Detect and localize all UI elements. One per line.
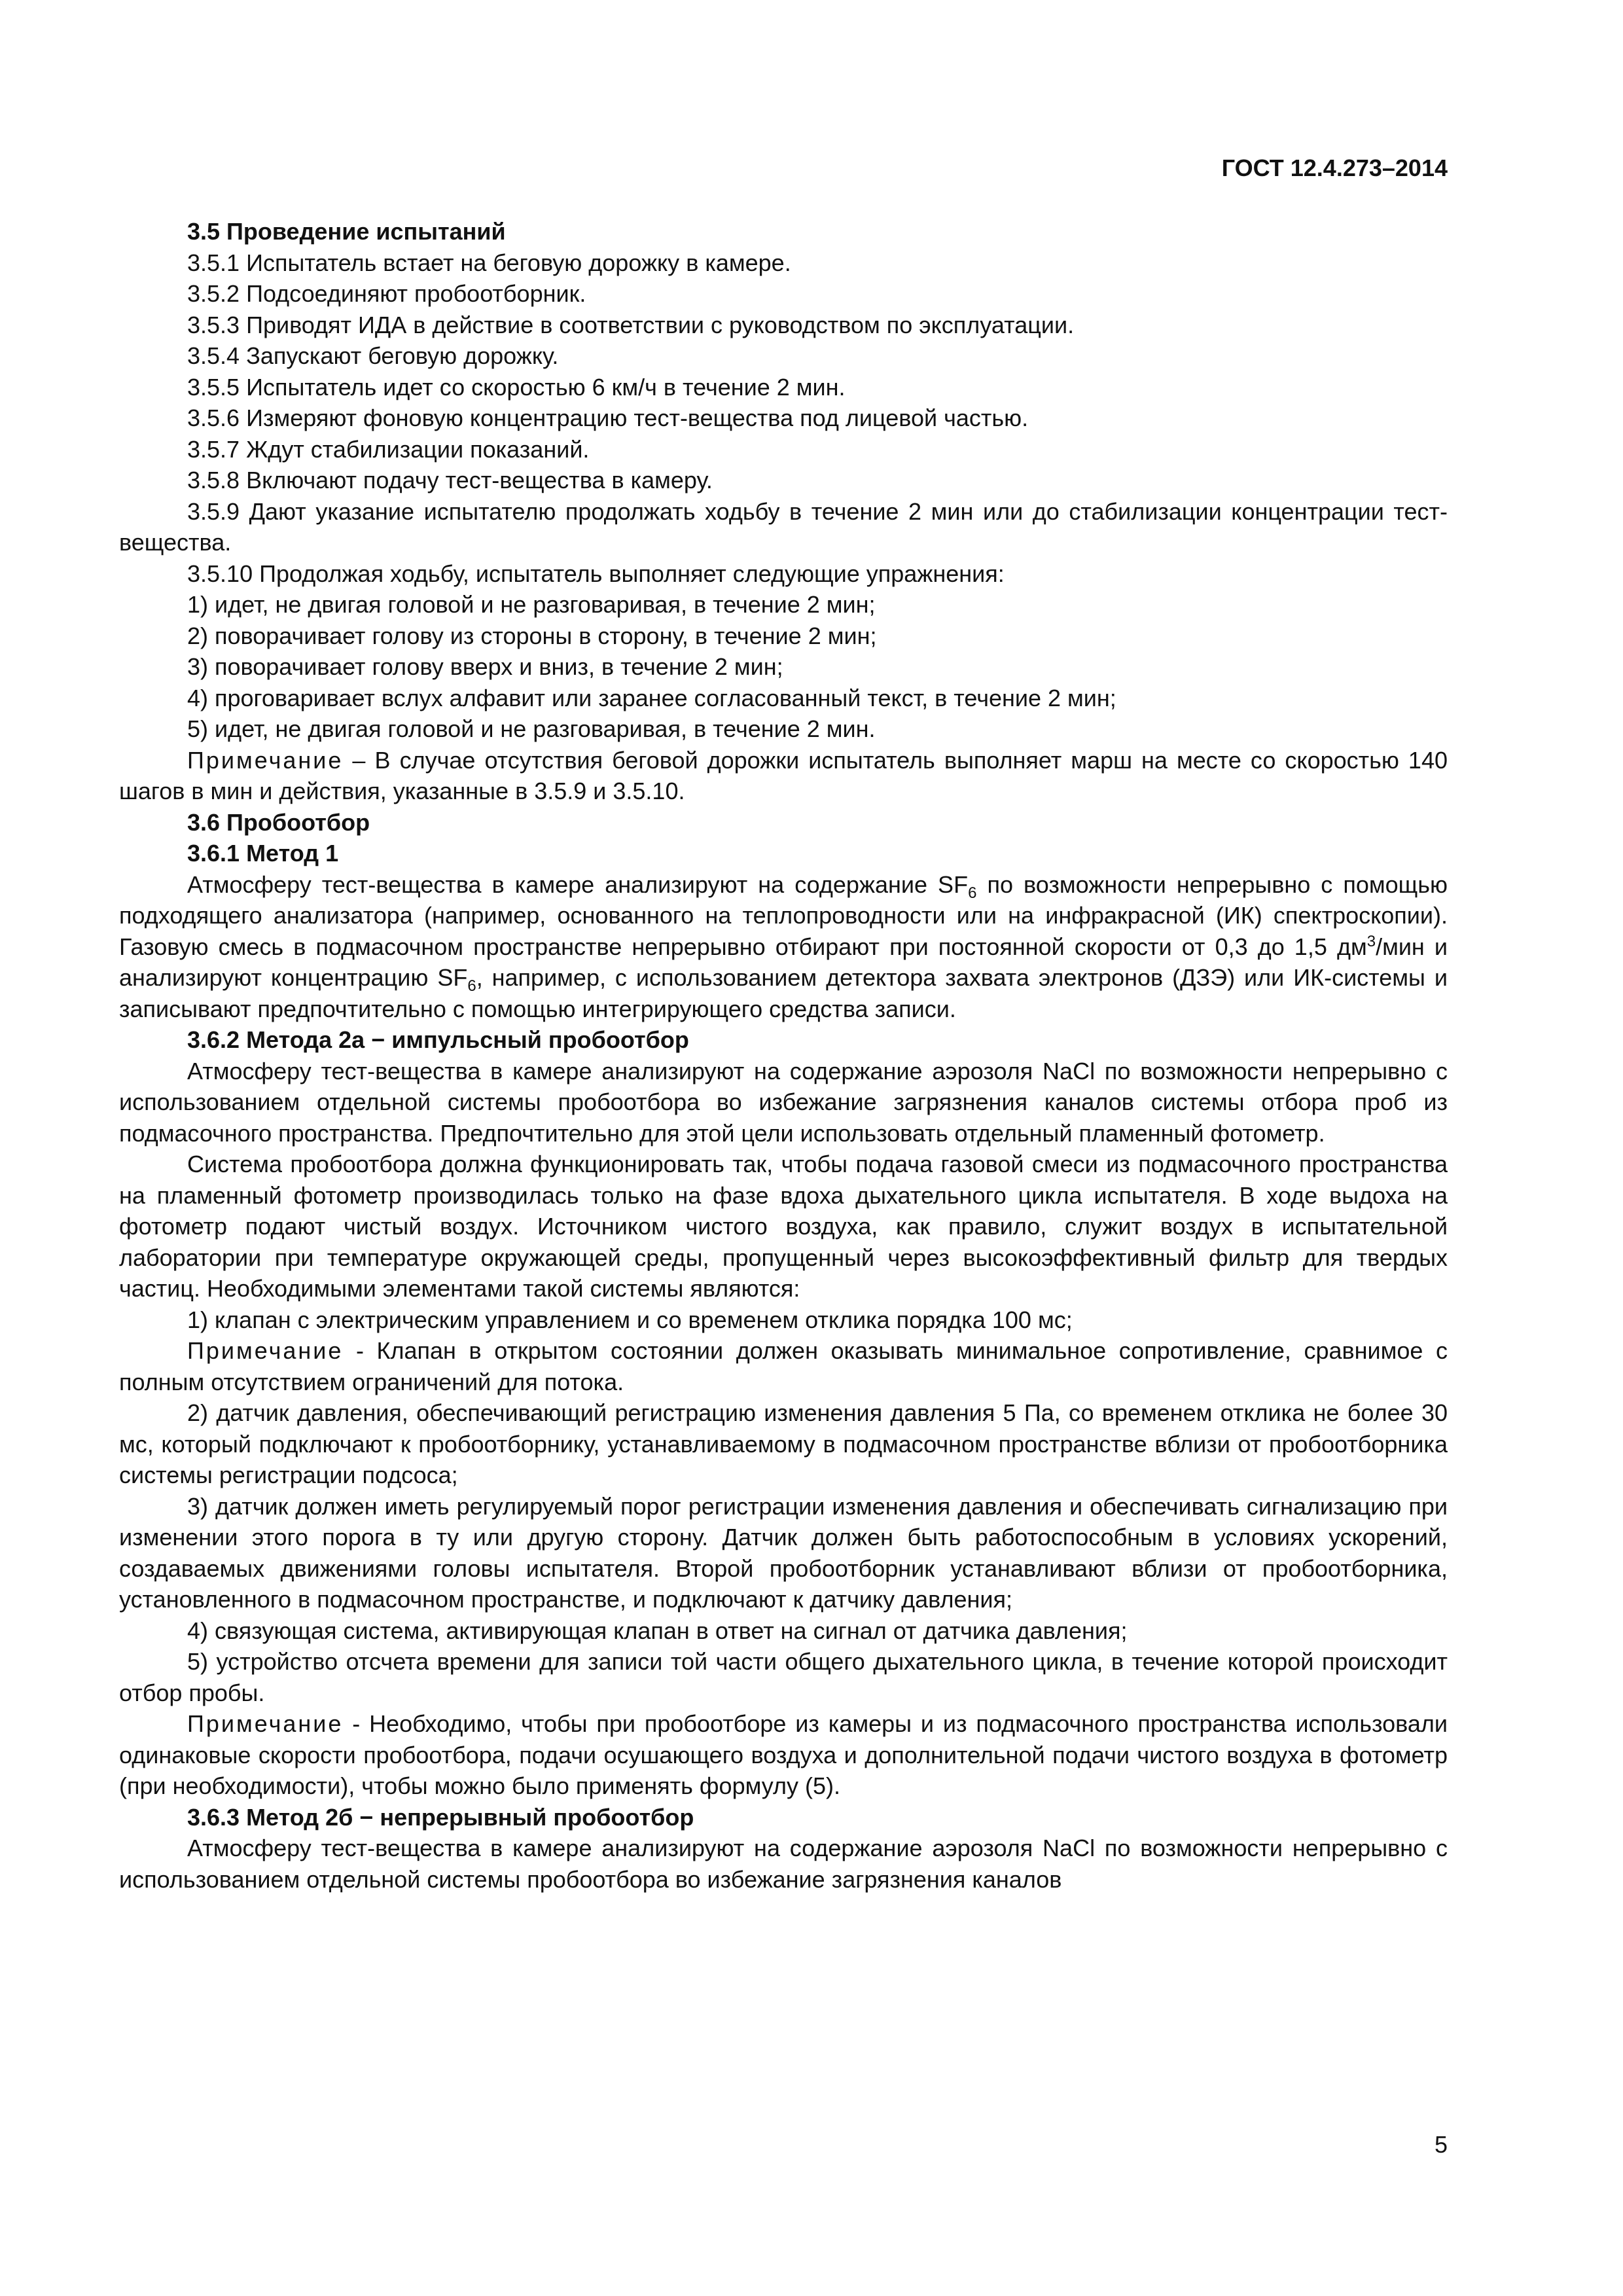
note-2 [119, 1335, 1448, 1397]
note-3-label: Примечание [187, 1710, 344, 1737]
note-text: – В случае отсутствия беговой дорожки испытатель выполняет марш на месте со скоростью 140 шагов в мин и действия, указанные в 3.5.9 и 3.5.10. [119, 746, 1448, 804]
method-2a-list-5: 5) устройство отсчета времени для записи той части общего дыхательного цикла, в течение которой происходит отбор пробы. [119, 1648, 1448, 1706]
note-3 [119, 1708, 1448, 1802]
method-2a-p1: Атмосферу тест-вещества в камере анализируют на содержание аэрозоля NaCl по возможности непрерывно с использованием отдельной системы пробоотбора во избежание загрязнения каналов системы отбора проб из подмасочного пространства. Предпочтительно для этой цели использовать отдельный пламенный фотометр. [119, 1057, 1448, 1147]
exercise-2: 2) поворачивает голову из стороны в сторону, в течение 2 мин; [187, 622, 877, 649]
method-2b-p1: Атмосферу тест-вещества в камере анализируют на содержание аэрозоля NaCl по возможности непрерывно с использованием отдельной системы пробоотбора во избежание загрязнения каналов [119, 1835, 1448, 1893]
document-body [119, 216, 1448, 1895]
method-2a-list-2: 2) датчик давления, обеспечивающий регистрацию изменения давления 5 Па, со временем отклика не более 30 мс, который подключают к пробоотборнику, устанавливаемому в подмасочном пространстве вблизи от пробоотборника системы регистрации подсоса; [119, 1399, 1448, 1488]
method-1-text-b: по возможности непрерывно с помощью подходящего анализатора (например, основанного на теплопроводности или на инфракрасной (ИК) спектроскопии). Газовую смесь в подмасочном пространстве непрерывно отбирают при постоянной скорости от 0,3 до 1,5 дм [119, 870, 1448, 960]
item-3-5-1: 3.5.1 Испытатель встает на беговую дорожку в камере. [187, 249, 791, 276]
note-3-text: - Необходимо, чтобы при пробоотборе из камеры и из подмасочного пространства использовали одинаковые скорости пробоотбора, подачи осушающего воздуха и дополнительной подачи чистого воздуха в фотометр (при необходимости), чтобы можно было применять формулу (5). [119, 1710, 1448, 1799]
method-2a-list-4: 4) связующая система, активирующая клапан в ответ на сигнал от датчика давления; [187, 1617, 1128, 1644]
method-2a-list-1: 1) клапан с электрическим управлением и со временем отклика порядка 100 мс; [187, 1306, 1073, 1333]
section-3-6-title: 3.6 Пробоотбор [187, 808, 370, 836]
subscript-6: 6 [968, 884, 977, 902]
exercise-5: 5) идет, не двигая головой и не разговаривая, в течение 2 мин. [187, 715, 876, 742]
method-1-text-a: Атмосферу тест-вещества в камере анализируют на содержание SF [187, 870, 969, 898]
exercise-3: 3) поворачивает голову вверх и вниз, в течение 2 мин; [187, 653, 783, 680]
exercise-1: 1) идет, не двигая головой и не разговаривая, в течение 2 мин; [187, 591, 876, 618]
note-label: Примечание [187, 746, 344, 774]
note-3-5 [119, 745, 1448, 807]
note-2-label: Примечание [187, 1337, 344, 1364]
item-3-5-4: 3.5.4 Запускают беговую дорожку. [187, 342, 559, 369]
item-3-5-10: 3.5.10 Продолжая ходьбу, испытатель выполняет следующие упражнения: [187, 560, 1005, 587]
method-2a-title: 3.6.2 Метода 2а − импульсный пробоотбор [187, 1026, 689, 1053]
item-3-5-3: 3.5.3 Приводят ИДА в действие в соответствии с руководством по эксплуатации. [187, 311, 1075, 338]
item-3-5-9: 3.5.9 Дают указание испытателю продолжать ходьбу в течение 2 мин или до стабилизации концентрации тест-вещества. [119, 497, 1448, 556]
section-3-5-title: 3.5 Проведение испытаний [187, 218, 506, 245]
method-2b-title: 3.6.3 Метод 2б − непрерывный пробоотбор [187, 1803, 694, 1831]
page-number: 5 [1434, 2131, 1448, 2158]
exercise-4: 4) проговаривает вслух алфавит или заранее согласованный текст, в течение 2 мин; [187, 684, 1116, 711]
item-3-5-2: 3.5.2 Подсоединяют пробоотборник. [187, 280, 586, 307]
item-3-5-7: 3.5.7 Ждут стабилизации показаний. [187, 435, 590, 463]
superscript-3: 3 [1366, 932, 1376, 950]
method-1-text [119, 869, 1448, 1025]
method-1-title: 3.6.1 Метод 1 [187, 840, 339, 867]
method-2a-p2: Система пробоотбора должна функционировать так, чтобы подача газовой смеси из подмасочного пространства на пламенный фотометр производилась только на фазе вдоха дыхательного цикла испытателя. В ходе выдоха на фотометр подают чистый воздух. Источником чистого воздуха, как правило, служит воздух в испытательной лаборатории при температуре окружающей среды, пропущенный через высокоэффективный фильтр для твердых частиц. Необходимыми элементами такой системы являются: [119, 1151, 1448, 1302]
method-1-text-d: , например, с использованием детектора захвата электронов (ДЗЭ) или ИК-системы и записывают предпочтительно с помощью интегрирующего средства записи. [119, 964, 1448, 1022]
note-2-text: - Клапан в открытом состоянии должен оказывать минимальное сопротивление, сравнимое с полным отсутствием ограничений для потока. [119, 1337, 1448, 1395]
method-1-text-c: /мин и анализируют концентрацию SF [119, 933, 1448, 991]
document-header-id: ГОСТ 12.4.273–2014 [1221, 154, 1448, 181]
method-2a-list-3: 3) датчик должен иметь регулируемый порог регистрации изменения давления и обеспечивать сигнализацию при изменении этого порога в ту или другую сторону. Датчик должен быть работоспособным в условиях ускорений, создаваемых движениями головы испытателя. Второй пробоотборник устанавливают вблизи от пробоотборника, установленного в подмасочном пространстве, и подключают к датчику давления; [119, 1492, 1448, 1613]
item-3-5-6: 3.5.6 Измеряют фоновую концентрацию тест-вещества под лицевой частью. [187, 404, 1029, 431]
item-3-5-5: 3.5.5 Испытатель идет со скоростью 6 км/ч в течение 2 мин. [187, 373, 846, 401]
item-3-5-8: 3.5.8 Включают подачу тест-вещества в камеру. [187, 467, 713, 493]
subscript-6b: 6 [467, 977, 476, 996]
